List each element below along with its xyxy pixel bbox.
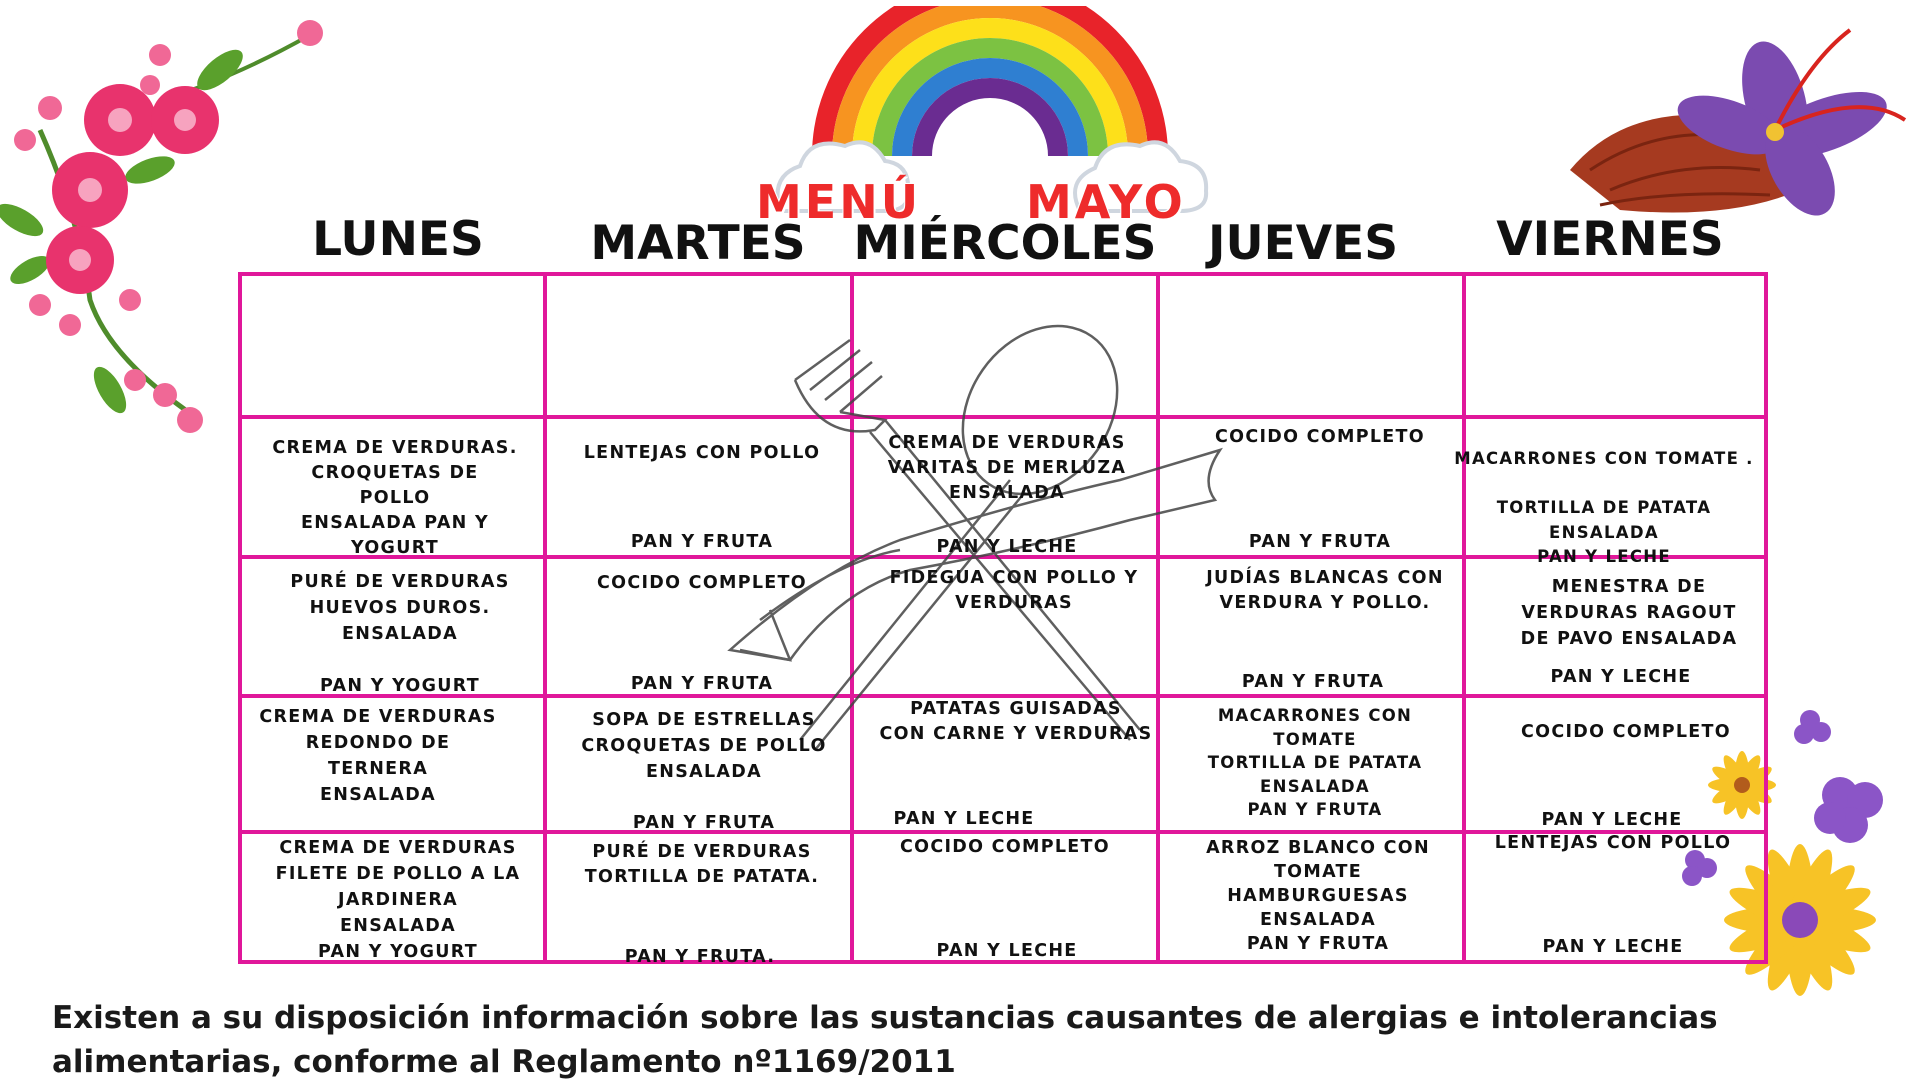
dish-text: PATATAS GUISADAS CON CARNE Y VERDURAS xyxy=(879,699,1153,744)
side-text: PAN Y LECHE xyxy=(936,941,1078,961)
dish-text: CREMA DE VERDURAS FILETE DE POLLO A LA JARDINERA ENSALADA PAN Y YOGURT xyxy=(275,838,521,962)
dish-text: COCIDO COMPLETO xyxy=(597,573,807,593)
side-text: PAN Y LECHE xyxy=(936,537,1078,557)
menu-cell-week2-lunes xyxy=(250,569,550,696)
day-header-martes: MARTES xyxy=(590,216,806,271)
day-header-jueves: JUEVES xyxy=(1207,216,1399,271)
menu-cell-week1-miercoles xyxy=(857,431,1157,557)
dish-text: PURÉ DE VERDURAS TORTILLA DE PATATA. xyxy=(584,842,820,887)
dish-text: LENTEJAS CON POLLO xyxy=(1494,833,1732,853)
side-text: PAN Y FRUTA xyxy=(632,813,776,833)
dish-text: MACARRONES CON TOMATE . TORTILLA DE PATATA ENSALADA PAN Y LECHE xyxy=(1454,449,1754,566)
menu-cell-week3-lunes xyxy=(228,704,528,808)
menu-title-word1: MENÚ xyxy=(756,175,922,229)
menu-cell-week1-jueves xyxy=(1170,425,1470,552)
menu-cell-week3-miercoles xyxy=(866,697,1166,829)
dish-text: COCIDO COMPLETO xyxy=(900,837,1110,857)
menu-cell-week2-viernes xyxy=(1479,574,1779,687)
dish-text: SOPA DE ESTRELLAS CROQUETAS DE POLLO ENSALADA xyxy=(581,710,827,782)
menu-cell-week4-viernes xyxy=(1463,831,1763,957)
allergen-notice: Existen a su disposición información sobre las sustancias causantes de alergias e intolerancias alimentarias, conforme al Reglamento nº1169/2011 xyxy=(52,1000,1718,1080)
side-text: PAN Y LECHE xyxy=(1550,667,1692,687)
side-text: PAN Y YOGURT xyxy=(320,676,480,696)
saffron-flower-decoration xyxy=(1560,20,1920,240)
grid-line xyxy=(238,272,1768,276)
menu-cell-week1-viernes xyxy=(1454,447,1754,570)
dish-text: MENESTRA DE VERDURAS RAGOUT DE PAVO ENSALADA xyxy=(1520,577,1738,649)
menu-cell-week4-lunes xyxy=(248,835,548,965)
side-text: PAN Y FRUTA xyxy=(630,674,774,694)
dish-text: ARROZ BLANCO CON TOMATE HAMBURGUESAS ENSALADA PAN Y FRUTA xyxy=(1206,838,1430,954)
dish-text: FIDEGUA CON POLLO Y VERDURAS xyxy=(889,568,1139,613)
side-text: PAN Y FRUTA xyxy=(1248,532,1392,552)
menu-cell-week1-lunes xyxy=(245,436,545,561)
dish-text: COCIDO COMPLETO xyxy=(1215,427,1425,447)
menu-cell-week2-jueves xyxy=(1175,566,1475,692)
day-header-lunes: LUNES xyxy=(312,212,484,267)
grid-line xyxy=(238,272,242,964)
menu-cell-week1-martes xyxy=(552,441,852,552)
dish-text: CREMA DE VERDURAS REDONDO DE TERNERA ENSALADA xyxy=(259,707,497,805)
side-text: PAN Y FRUTA xyxy=(1241,672,1385,692)
dish-text: LENTEJAS CON POLLO xyxy=(583,443,821,463)
menu-cell-week4-martes xyxy=(552,840,852,967)
day-header-miercoles: MIÉRCOLES xyxy=(853,216,1157,271)
side-text: PAN Y LECHE xyxy=(1541,810,1683,830)
menu-cell-week3-jueves xyxy=(1165,704,1465,822)
dish-text: MACARRONES CON TOMATE TORTILLA DE PATATA ENSALADA PAN Y FRUTA xyxy=(1207,706,1423,819)
menu-cell-week3-viernes xyxy=(1476,720,1776,830)
dish-text: COCIDO COMPLETO xyxy=(1521,722,1731,742)
menu-cell-week2-miercoles xyxy=(864,566,1164,616)
day-header-viernes: VIERNES xyxy=(1496,212,1724,267)
menu-title-word2: MAYO xyxy=(1026,175,1186,229)
menu-cell-week4-jueves xyxy=(1168,836,1468,956)
dish-text: CREMA DE VERDURAS VARITAS DE MERLUZA ENSALADA xyxy=(887,433,1127,503)
dish-text: JUDÍAS BLANCAS CON VERDURA Y POLLO. xyxy=(1206,568,1444,613)
menu-cell-week2-martes xyxy=(552,571,852,694)
dish-text: CREMA DE VERDURAS. CROQUETAS DE POLLO ENSALADA PAN Y YOGURT xyxy=(272,438,518,558)
side-text: PAN Y LECHE xyxy=(1542,937,1684,957)
menu-cell-week3-martes xyxy=(554,707,854,833)
dish-text: PURÉ DE VERDURAS HUEVOS DUROS. ENSALADA xyxy=(290,572,510,644)
side-text: PAN Y FRUTA. xyxy=(624,947,776,967)
side-text: PAN Y LECHE xyxy=(893,809,1035,829)
menu-cell-week4-miercoles xyxy=(855,835,1155,961)
side-text: PAN Y FRUTA xyxy=(630,532,774,552)
